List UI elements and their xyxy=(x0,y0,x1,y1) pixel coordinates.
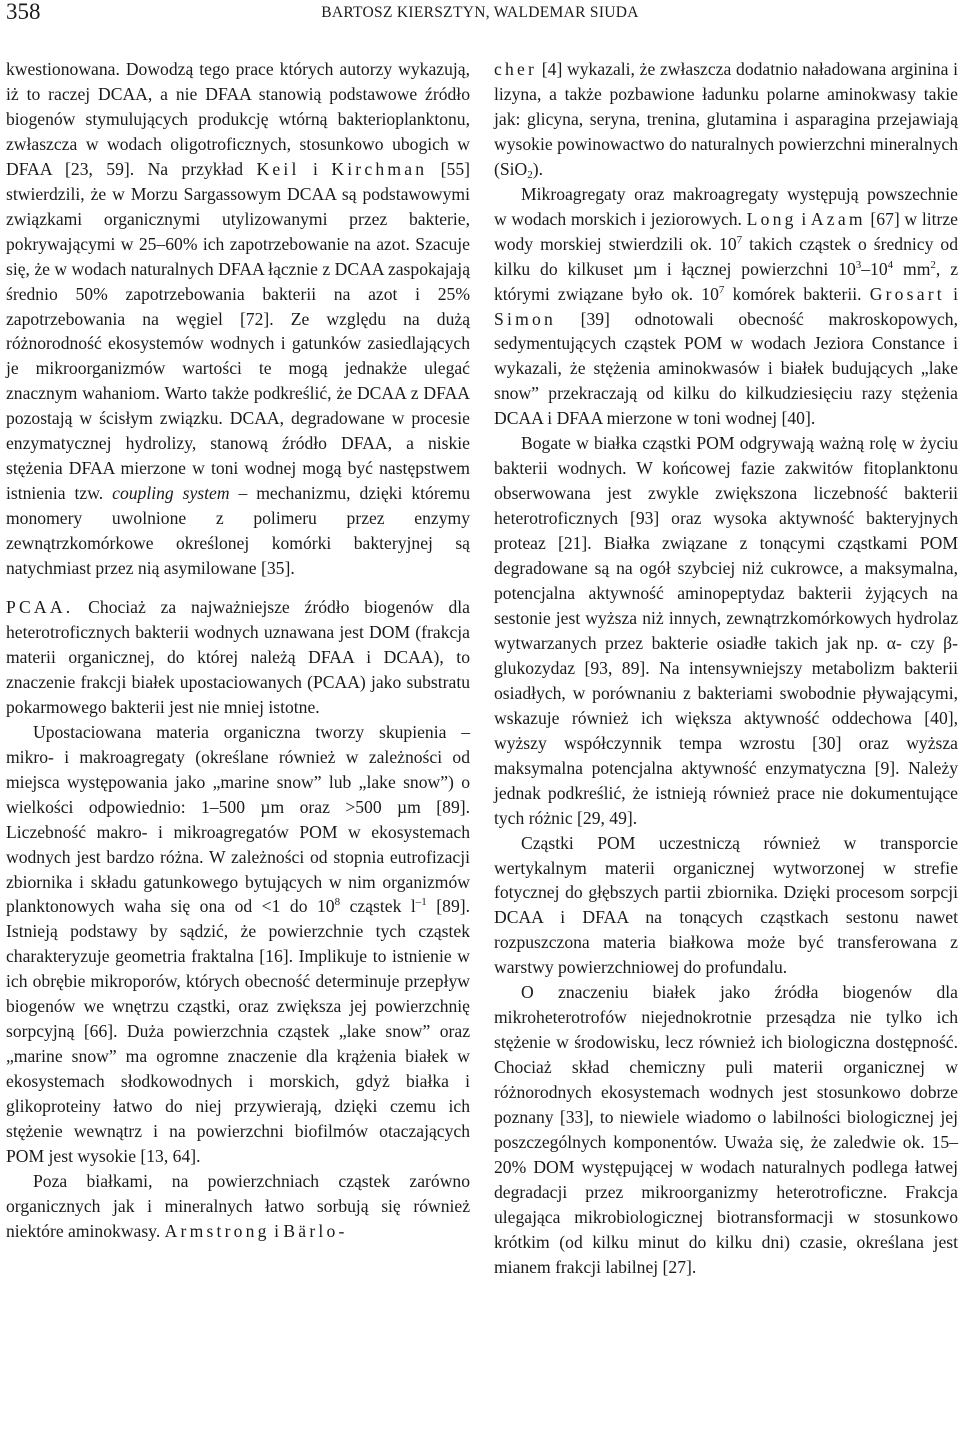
author-name: Kirchman xyxy=(331,158,428,179)
italic-term: coupling system xyxy=(112,483,230,504)
paragraph-sorption: Poza białkami, na powierzchniach cząstek zarówno organicznych jak i mineralnych łatwo sorbują się również niektóre aminokwasy. Armstrong i Bärlo- xyxy=(6,1170,470,1241)
paragraph-micro-macro-aggregates: Mikroagregaty oraz makroagregaty występują powszechnie w wodach morskich i jeziorowych. Long i Azam [67] w litrze wody morskiej stwierdzili ok. $10^7$ takich cząstek o średnicy od kilku do kilkuset µm i łącznej powierzchni $10^3-10^4$ $mm^2$, z którymi związane było ok. $10^7$ komórek bakterii. Grosart i Simon [39] odnotowali obecność makroskopowych, sedymentujących cząstek POM w wodach Jeziora Constance i wykazali, że stężenia aminokwasów i białek budujących „lake snow” przekraczają od kilku do kilkudziesięciu razy stężenia DCAA i DFAA mierzone w toni wodnej [40]. xyxy=(494,183,958,429)
paragraph-aggregates: Upostaciowana materia organiczna tworzy skupienia – mikro- i makroagregaty (określane również w zależności od miejsca występowania jako „marine snow” lub „lake snow”) o wielkości odpowiednio: 1–500 µm oraz >500 µm [89]. Liczebność makro- i mikroagregatów POM w ekosystemach wodnych jest bardzo różna. W zależności od stopnia eutrofizacji zbiornika i składu gatunkowego bytujących w nim organizmów planktonowych waha się ona od <1 do $10^8$ cząstek $l^{-1}$ [89]. Istnieją podstawy by sądzić, że powierzchnie tych cząstek charakteryzuje geometria fraktalna [16]. Implikuje to istnienie w ich obrębie mikroporów, których obecność determinuje przepływ biogenów we wnętrzu cząstki, oraz zwiększa jej powierzchnię sorpcyjną [66]. Duża powierzchnia cząstek „lake snow” oraz „marine snow” ma ogromne znaczenie dla krążenia białek w ekosystemach słodkowodnych i morskich, gdyż białka i glikoproteiny łatwo do niej przywierają, dzięki czemu ich stężenie wewnątrz i na powierzchni biofilmów otaczających POM jest wysokie [13, 64]. xyxy=(6,721,470,1166)
section-run-in-heading: PCAA. xyxy=(6,597,74,618)
author-name: Long xyxy=(746,208,797,229)
running-head-authors: BARTOSZ KIERSZTYN, WALDEMAR SIUDA xyxy=(321,4,639,21)
author-name: Armstrong xyxy=(164,1220,270,1241)
author-name: Keil xyxy=(256,158,300,179)
author-name: cher xyxy=(494,59,538,79)
left-column xyxy=(6,57,470,1244)
paragraph-pom-bacteria: Bogate w białka cząstki POM odgrywają ważną rolę w życiu bakterii wodnych. W końcowej fazie zakwitów fitoplanktonu obserwowana jest zwykle zwiększona liczebność bakterii heterotroficznych [93] oraz wysoka aktywność bakteryjnych proteaz [21]. Białka związane z tonącymi cząstkami POM degradowane są na ogół szybciej niż cukrowce, a maksymalna, potencjalna aktywność aminopeptydaz bakterii żyjących na sestonie jest wyższa niż innych, zewnątrzkomórkowych hydrolaz wytwarzanych przez bakterie osiadłe takich jak np. α- czy β-glukozydaz [93, 89]. Na intensywniejszy metabolizm bakterii osiadłych, w porównaniu z bakteriami swobodnie pływającymi, wskazuje również ich większa aktywność oddechowa [40], wyższy współczynnik tempa wzrostu [30] oraz wyższa maksymalna potencjalna aktywność enzymatyczna [9]. Należy jednak podkreślić, że istnieją również prace nie dokumentujące tych różnic [29, 49]. xyxy=(494,433,958,828)
paragraph-aminoacid-affinity: cher [4] wykazali, że zwłaszcza dodatnio naładowana arginina i lizyna, a także pozbawione ładunku polarne aminokwasy takie jak: glicyna, seryna, trenina, glutamina i asparagina przejawiają wysokie powinowactwo do naturalnych powierzchni mineralnych (SiO$_2$). xyxy=(494,59,958,181)
right-column xyxy=(494,57,958,1280)
paragraph-pcaa: PCAA. Chociaż za najważniejsze źródło biogenów dla heterotroficznych bakterii wodnych uznawana jest DOM (frakcja materii organicznej, do której należą DFAA i DCAA), to znaczenie frakcji białek upostaciowanych (PCAA) jako substratu pokarmowego bakterii jest nie mniej istotne. xyxy=(6,597,470,717)
page-number: 358 xyxy=(6,0,41,24)
paragraph-bioavailability: O znaczeniu białek jako źródła biogenów dla mikroheterotrofów niejednokrotnie przesądza nie tylko ich stężenie w środowisku, lecz również ich biologiczna dostępność. Chociaż skład chemiczny puli materii organicznej w różnorodnych ekosystemach wodnych jest stosunkowo dobrze poznany [33], to niewiele wiadomo o labilności biologicznej jej poszczególnych komponentów. Uważa się, że zaledwie ok. 15–20% DOM występującej w wodach naturalnych podlega łatwej degradacji przez mikroorganizmy heterotroficzne. Frakcja ulegająca mikrobiologicznej biotransformacji w stosunkowo krótkim (od kilku minut do kilku dni) czasie, określana jest mianem frakcji labilnej [27]. xyxy=(494,982,958,1277)
author-name: Azam xyxy=(810,208,866,229)
author-name: Grosart xyxy=(869,283,945,304)
paragraph-vertical-transport: Cząstki POM uczestniczą również w transporcie wertykalnym materii organicznej wytworzonej w strefie fotycznej do głębszych partii zbiornika. Dzięki procesom sorpcji DCAA i DFAA na tonących cząstkach sestonu nawet rozpuszczona materia białkowa może być transferowana z warstwy powierzchniowej do profundalu. xyxy=(494,832,958,978)
author-name: Bärlo- xyxy=(283,1220,348,1241)
author-name: Simon xyxy=(494,308,556,329)
page-header xyxy=(0,0,960,24)
paragraph-dcaa-dfaa: kwestionowana. Dowodzą tego prace których autorzy wykazują, iż to raczej DCAA, a nie DFAA stanowią podstawowe źródło biogenów stymulujących produkcję wtórną bakterioplanktonu, zwłaszcza w wodach oligotroficznych, stosunkowo ubogich w DFAA [23, 59]. Na przykład Keil i Kirchman [55] stwierdzili, że w Morzu Sargassowym DCAA są podstawowymi związkami organicznymi utylizowanymi przez bakterie, pokrywającymi w 25–60% ich zapotrzebowanie na azot. Szacuje się, że w wodach naturalnych DFAA łącznie z DCAA zaspokajają średnio 50% zapotrzebowania bakterii na azot i 25% zapotrzebowania na węgiel [72]. Ze względu na dużą różnorodność ekosystemów wodnych i gatunków zasiedlających je mikroorganizmów wartości te mogą jednakże ulegać znacznym wahaniom. Warto także podkreślić, że DCAA z DFAA pozostają w ścisłym związku. DCAA, degradowane w procesie enzymatycznej hydrolizy, stanową źródło DFAA, a niskie stężenia DFAA mierzone w toni wodnej mogą być następstwem istnienia tzw. coupling system – mechanizmu, dzięki któremu monomery uwolnione z polimeru przez enzymy zewnątrzkomórkowe określonej komórki bakteryjnej są natychmiast przez nią asymilowane [35]. xyxy=(6,59,470,579)
